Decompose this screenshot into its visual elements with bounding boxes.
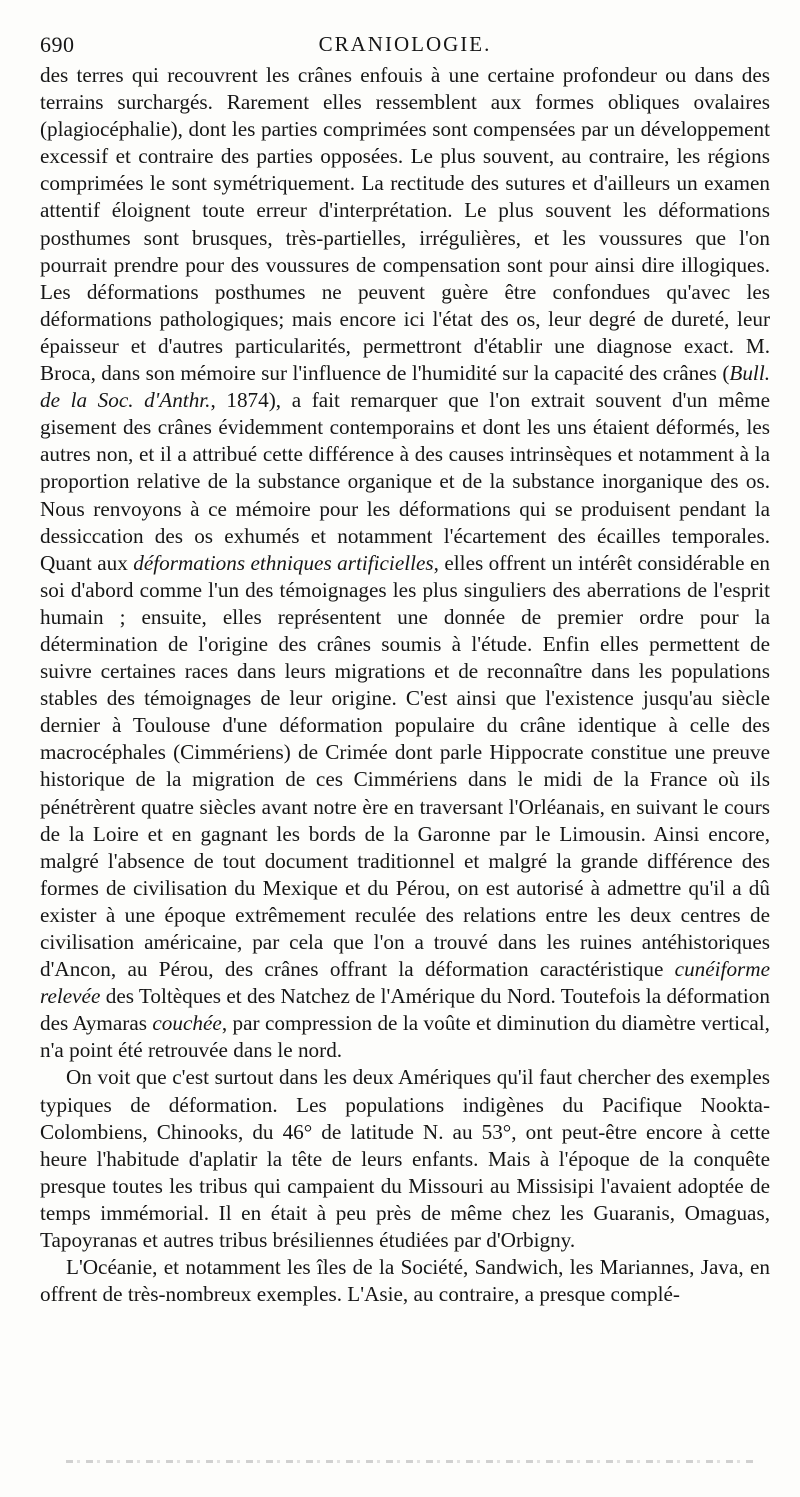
paragraph-2: On voit que c'est surtout dans les deux Amériques qu'il faut chercher des exemples typiques de déformation. Les populations indigènes du Pacifique Nookta-Colombiens, Chinooks, du 46° de latitude N. au 53°, ont peut-être encore à cette heure l'habitude d'aplatir la tête de leurs enfants. Mais à l'époque de la conquête presque toutes les tribus qui campaient du Missouri au Missisipi l'avaient adoptée de temps immémorial. Il en était à peu près de même chez les Guaranis, Omaguas, Tapoyranas et autres tribus brésiliennes étudiées par d'Orbigny. — [40, 1065, 770, 1253]
paragraph-1-part-3: , elles offrent un intérêt considérable en soi d'abord comme l'un des témoignages les plus singuliers des aberrations de l'esprit humain ; ensuite, elles représentent une donnée de premier ordre pour la détermination de l'origine des crânes soumis à l'étude. Enfin elles permettent de suivre certaines races dans leurs migrations et de reconnaître dans les populations stables des témoignages de leur origine. C'est ainsi que l'existence jusqu'au siècle dernier à Toulouse d'une déformation populaire du crâne identique à celle des macrocéphales (Cimmériens) de Crimée dont parle Hippocrate constitue une preuve historique de la migration de ces Cimmériens dans le midi de la France où ils pénétrèrent quatre siècles avant notre ère en traversant l'Orléanais, en suivant le cours de la Loire et en gagnant les bords de la Garonne par le Limousin. Ainsi encore, malgré l'absence de tout document traditionnel et malgré la grande différence des formes de civilisation du Mexique et du Pérou, on est autorisé à admettre qu'il a dû exister à une époque extrêmement reculée des relations entre les deux centres de civilisation américaine, par cela que l'on a trouvé dans les ruines antéhistoriques d'Ancon, au Pérou, des crânes offrant la déformation caractéristique — [40, 550, 771, 982]
paragraph-1-part-5: , par compression de la voûte et diminution du diamètre vertical, n'a point été retrouvée dans le nord. — [40, 1011, 770, 1063]
paragraph-1-part-4: des Toltèques et des Natchez de l'Amérique du Nord. Toutefois la déformation des Aymaras — [40, 984, 770, 1036]
paragraph-1 — [40, 62, 770, 1064]
paragraph-3: L'Océanie, et notamment les îles de la Société, Sandwich, les Mariannes, Java, en offrent de très-nombreux exemples. L'Asie, au contraire, a presque complé- — [40, 1255, 770, 1307]
term-couchee: couchée — [152, 1011, 222, 1036]
page-number: 690 — [40, 32, 75, 57]
citation-bulletin: Bull. de la Soc. d'Anthr. — [40, 361, 770, 413]
body-text — [40, 62, 770, 1308]
term-cuneiforme-relevee: cunéiforme relevée — [40, 957, 770, 1009]
running-title: CRANIOLOGIE. — [318, 32, 492, 56]
paragraph-1-part-1: des terres qui recouvrent les crânes enfouis à une certaine profondeur ou dans des terrains surchargés. Rarement elles ressemblent aux formes obliques ovalaires (plagiocéphalie), dont les parties comprimées sont compensées par un développement excessif et contraire des parties opposées. Le plus souvent, au contraire, les régions comprimées le sont symétriquement. La rectitude des sutures et d'ailleurs un examen attentif éloignent toute erreur d'interprétation. Le plus souvent les déformations posthumes sont brusques, très-partielles, irrégulières, et les voussures que l'on pourrait prendre pour des voussures de compensation sont pour ainsi dire illogiques. Les déformations posthumes ne peuvent guère être confondues qu'avec les déformations pathologiques; mais encore ici l'état des os, leur degré de dureté, leur épaisseur et d'autres particularités, permettront d'établir une diagnose exact. M. Broca, dans son mémoire sur l'influence de l'humidité sur la capacité des crânes ( — [40, 63, 770, 386]
paragraph-1-part-2: , 1874), a fait remarquer que l'on extrait souvent d'un même gisement des crânes évidemment contemporains et dont les uns étaient déformés, les autres non, et il a attribué cette différence à des causes intrinsèques et notamment à la proportion relative de la substance organique et de la substance inorganique des os. Nous renvoyons à ce mémoire pour les déformations qui se produisent pendant la dessiccation des os exhumés et notamment l'écartement des écailles temporales. Quant aux — [40, 388, 770, 575]
term-deformations-ethniques: déformations ethniques artificielles — [133, 550, 434, 575]
page-header — [40, 32, 770, 58]
scan-artifact-line — [66, 1460, 756, 1463]
